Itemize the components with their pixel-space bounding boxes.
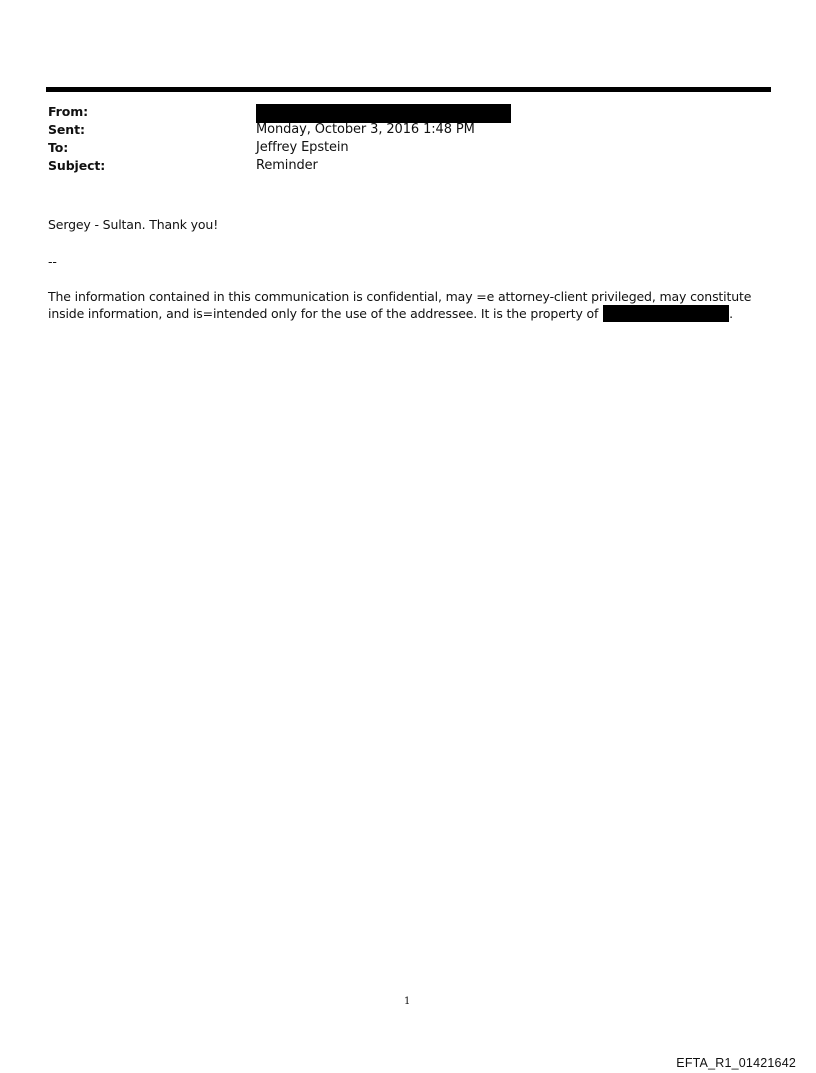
- sent-label: Sent:: [48, 122, 85, 137]
- disclaimer-line-2: [48, 305, 733, 322]
- to-value: Jeffrey Epstein: [256, 140, 349, 155]
- header-divider: [46, 87, 771, 92]
- email-greeting: Sergey - Sultan. Thank you!: [48, 217, 219, 232]
- from-label: From:: [48, 104, 89, 119]
- subject-label: Subject:: [48, 158, 106, 173]
- subject-row: [48, 157, 768, 175]
- signature-separator: --: [48, 254, 57, 269]
- disclaimer-line-1: The information contained in this communication is confidential, may =e attorney-client privileged, may constitute: [48, 289, 752, 304]
- bates-number: EFTA_R1_01421642: [676, 1056, 796, 1070]
- page-number: 1: [404, 996, 411, 1007]
- from-row: [48, 103, 768, 121]
- disclaimer-line-2-text: inside information, and is=intended only for the use of the addressee. It is the property of: [48, 306, 599, 321]
- email-header: [48, 103, 768, 175]
- sent-value: Monday, October 3, 2016 1:48 PM: [256, 122, 475, 137]
- to-row: [48, 139, 768, 157]
- sent-row: [48, 121, 768, 139]
- disclaimer-period: .: [729, 306, 733, 321]
- subject-value: Reminder: [256, 158, 318, 173]
- to-label: To:: [48, 140, 69, 155]
- disclaimer-redaction: [603, 305, 729, 322]
